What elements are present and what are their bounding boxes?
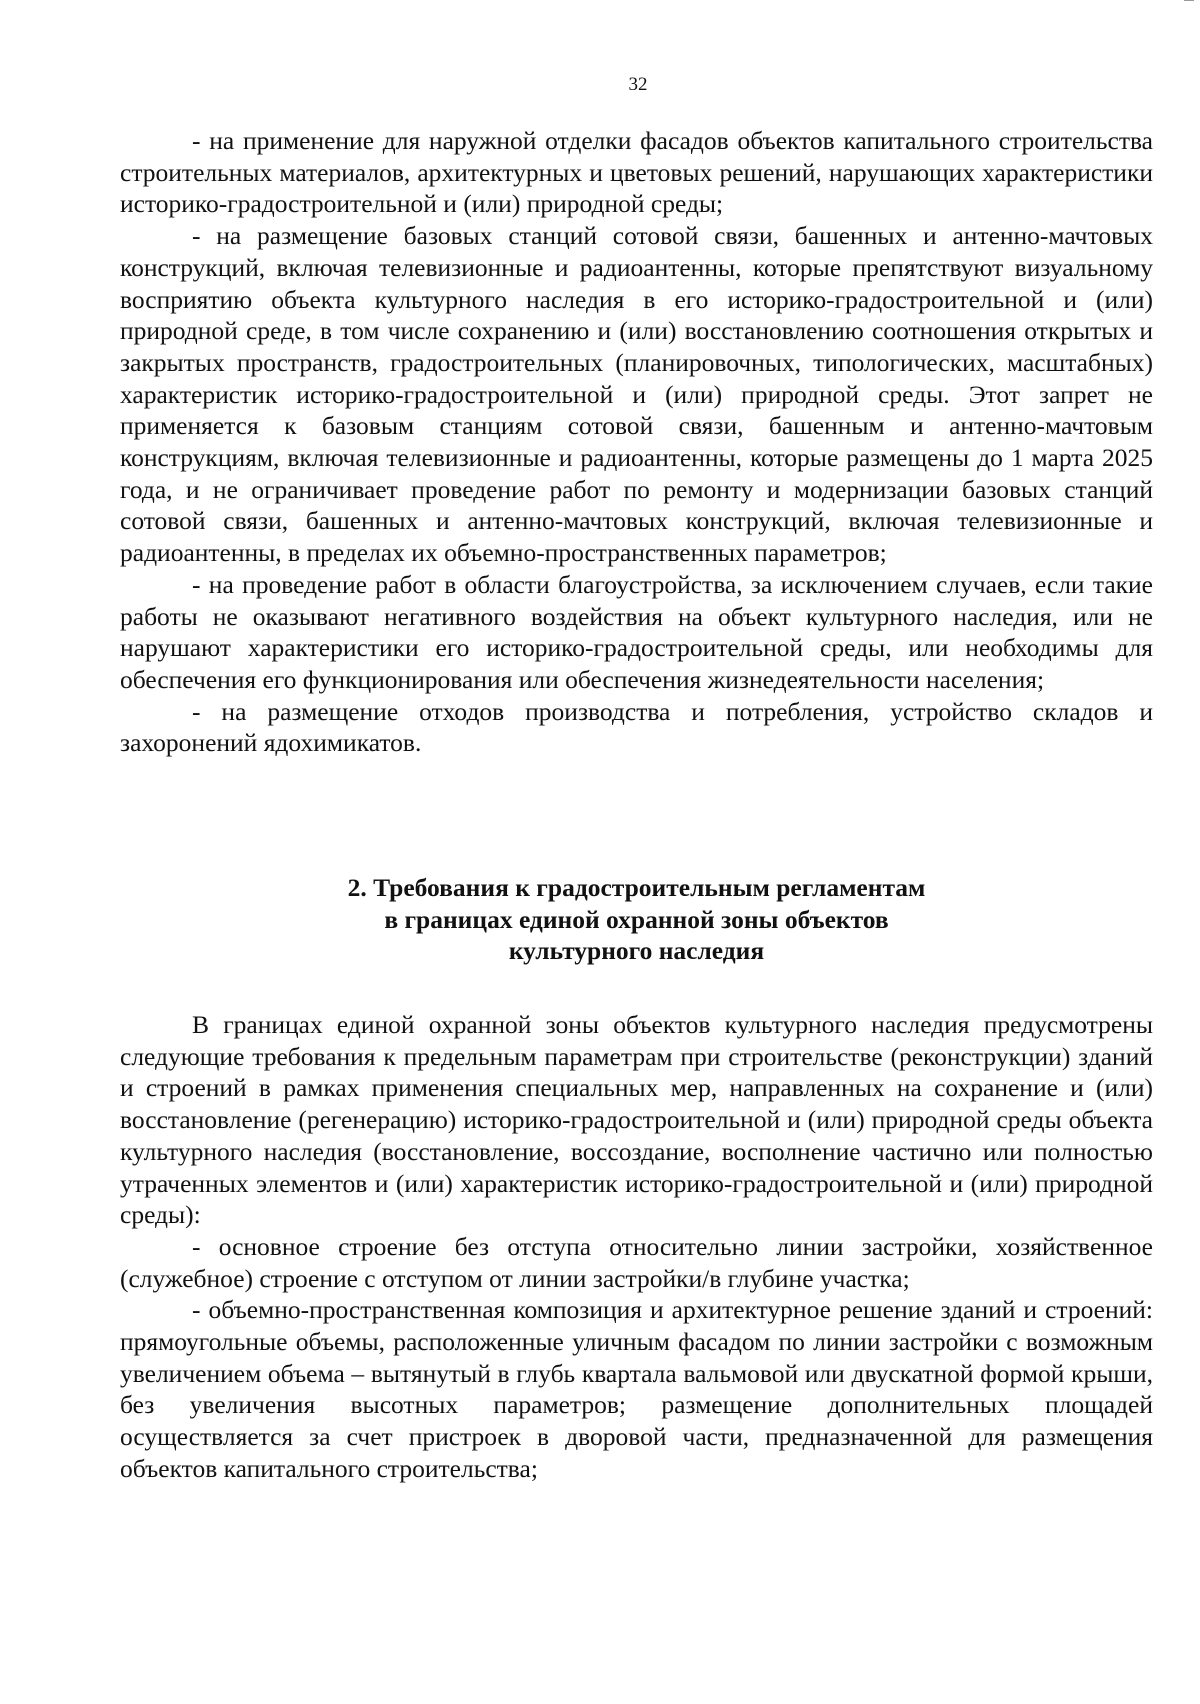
paragraph-requirements-intro: В границах единой охранной зоны объектов культурного наследия предусмотрены следующие требования к предельным параметрам при строительстве (реконструкции) зданий и строений в рамках применения специальных мер, направленных на сохранение и (или) восстановление (регенерацию) историко-градостроительной и (или) природной среды объекта культурного наследия (восстановление, воссоздание, восполнение частично или полностью утраченных элементов и (или) характеристик историко-градостроительной и (или) природной среды):	[120, 1010, 1153, 1230]
paragraph-base-stations: - на размещение базовых станций сотовой связи, башенных и антенно-мачтовых конструкций, включая телевизионные и радиоантенны, которые препятствуют визуальному восприятию объекта культурного наследия в его историко-градостроительной и (или) природной среде, в том числе сохранению и (или) восстановлению соотношения открытых и закрытых пространств, градостроительных (планировочных, типологических, масштабных) характеристик историко-градостроительной и (или) природной среды. Этот запрет не применяется к базовым станциям сотовой связи, башенным и антенно-мачтовым конструкциям, включая телевизионные и радиоантенны, которые размещены до 1 марта 2025 года, и не ограничивает проведение работ по ремонту и модернизации базовых станций сотовой связи, башенных и антенно-мачтовых конструкций, включая телевизионные и радиоантенны, в пределах их объемно-пространственных параметров;	[120, 221, 1153, 568]
section-heading-line-1: 2. Требования к градостроительным регламентам	[347, 873, 926, 902]
section-heading-line-3: культурного наследия	[508, 936, 765, 965]
section-heading-line-2: в границах единой охранной зоны объектов	[384, 904, 889, 934]
requirements-list	[120, 1009, 1153, 1485]
paragraph-building-line: - основное строение без отступа относительно линии застройки, хозяйственное (служебное) строение с отступом от линии застройки/в глубине участка;	[120, 1231, 1153, 1293]
paragraph-composition: - объемно-пространственная композиция и архитектурное решение зданий и строений: прямоугольные объемы, расположенные уличным фасадом по линии застройки с возможным увеличением объема – вытянутый в глубь квартала вальмовой или двускатной формой крыши, без увеличения высотных параметров; размещение дополнительных площадей осуществляется за счет пристроек в дворовой части, предназначенной для размещения объектов капитального строительства;	[120, 1295, 1153, 1483]
prohibitions-list	[120, 125, 1153, 759]
scan-edge-mark	[1184, 0, 1194, 5]
page-number: 32	[628, 74, 648, 95]
paragraph-waste-disposal: - на размещение отходов производства и потребления, устройство складов и захоронений ядохимикатов.	[120, 696, 1153, 758]
section-heading	[120, 872, 1153, 967]
paragraph-facade-finishing: - на применение для наружной отделки фасадов объектов капитального строительства строительных материалов, архитектурных и цветовых решений, нарушающих характеристики историко-градостроительной и (или) природной среды;	[120, 126, 1153, 219]
paragraph-landscaping: - на проведение работ в области благоустройства, за исключением случаев, если такие работы не оказывают негативного воздействия на объект культурного наследия, или не нарушают характеристики его историко-градостроительной среды, или необходимы для обеспечения его функционирования или обеспечения жизнедеятельности населения;	[120, 569, 1153, 694]
